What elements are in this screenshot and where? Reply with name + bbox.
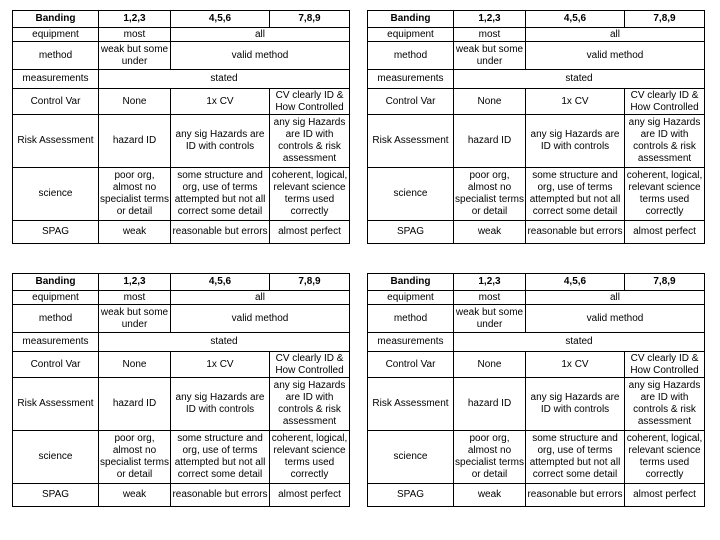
row-label: equipment <box>368 28 454 42</box>
science-high-cell: coherent, logical, relevant science terms used correctly <box>270 168 350 221</box>
banding-header: Banding <box>13 274 99 291</box>
spag-mid-cell: reasonable but errors <box>526 484 625 507</box>
band-low-header: 1,2,3 <box>99 11 171 28</box>
control-var-high-cell: CV clearly ID & How Controlled <box>625 89 705 115</box>
equipment-row <box>13 291 350 305</box>
science-row <box>368 431 705 484</box>
rubric-table-top-right <box>367 10 705 244</box>
equipment-row <box>13 28 350 42</box>
control-var-mid-cell: 1x CV <box>526 89 625 115</box>
spag-mid-cell: reasonable but errors <box>171 484 270 507</box>
row-label: method <box>368 305 454 333</box>
row-label: SPAG <box>13 484 99 507</box>
band-high-header: 7,8,9 <box>270 11 350 28</box>
risk-mid-cell: any sig Hazards are ID with controls <box>526 378 625 431</box>
equipment-low-cell: most <box>99 28 171 42</box>
measurements-all-cell: stated <box>454 333 705 352</box>
control-var-low-cell: None <box>99 89 171 115</box>
risk-high-cell: any sig Hazards are ID with controls & risk assessment <box>625 378 705 431</box>
risk-high-cell: any sig Hazards are ID with controls & risk assessment <box>270 115 350 168</box>
spag-row <box>13 484 350 507</box>
risk-assessment-row <box>13 115 350 168</box>
method-row <box>13 305 350 333</box>
row-label: science <box>368 168 454 221</box>
row-label: equipment <box>13 291 99 305</box>
spag-mid-cell: reasonable but errors <box>171 221 270 244</box>
science-mid-cell: some structure and org, use of terms attempted but not all correct some detail <box>526 431 625 484</box>
risk-mid-cell: any sig Hazards are ID with controls <box>171 378 270 431</box>
band-high-header: 7,8,9 <box>625 11 705 28</box>
band-mid-header: 4,5,6 <box>526 274 625 291</box>
measurements-row <box>13 70 350 89</box>
risk-high-cell: any sig Hazards are ID with controls & risk assessment <box>270 378 350 431</box>
rubric-table-bottom-right <box>367 273 705 507</box>
control-var-mid-cell: 1x CV <box>171 352 270 378</box>
science-mid-cell: some structure and org, use of terms attempted but not all correct some detail <box>171 431 270 484</box>
control-var-row <box>368 89 705 115</box>
spag-low-cell: weak <box>454 221 526 244</box>
equipment-row <box>368 28 705 42</box>
band-high-header: 7,8,9 <box>625 274 705 291</box>
row-label: SPAG <box>13 221 99 244</box>
equipment-mid-high-cell: all <box>526 291 705 305</box>
measurements-row <box>368 70 705 89</box>
header-row <box>13 11 350 28</box>
row-label: Control Var <box>13 89 99 115</box>
row-label: measurements <box>368 333 454 352</box>
row-label: science <box>368 431 454 484</box>
equipment-low-cell: most <box>454 28 526 42</box>
rubric-table-bottom-left <box>12 273 350 507</box>
method-mid-high-cell: valid method <box>526 42 705 70</box>
spag-high-cell: almost perfect <box>270 221 350 244</box>
spag-high-cell: almost perfect <box>270 484 350 507</box>
row-label: equipment <box>13 28 99 42</box>
risk-high-cell: any sig Hazards are ID with controls & risk assessment <box>625 115 705 168</box>
row-label: measurements <box>368 70 454 89</box>
row-label: method <box>13 305 99 333</box>
risk-low-cell: hazard ID <box>454 115 526 168</box>
measurements-row <box>368 333 705 352</box>
control-var-high-cell: CV clearly ID & How Controlled <box>270 352 350 378</box>
risk-low-cell: hazard ID <box>99 115 171 168</box>
row-label: measurements <box>13 333 99 352</box>
spag-low-cell: weak <box>454 484 526 507</box>
row-label: Control Var <box>368 89 454 115</box>
row-label: science <box>13 168 99 221</box>
row-label: SPAG <box>368 221 454 244</box>
header-row <box>368 274 705 291</box>
measurements-all-cell: stated <box>99 333 350 352</box>
row-label: SPAG <box>368 484 454 507</box>
row-label: Risk Assessment <box>368 115 454 168</box>
equipment-mid-high-cell: all <box>171 28 350 42</box>
header-row <box>368 11 705 28</box>
measurements-row <box>13 333 350 352</box>
equipment-low-cell: most <box>454 291 526 305</box>
spag-high-cell: almost perfect <box>625 221 705 244</box>
science-low-cell: poor org, almost no specialist terms or detail <box>454 168 526 221</box>
control-var-high-cell: CV clearly ID & How Controlled <box>270 89 350 115</box>
measurements-all-cell: stated <box>454 70 705 89</box>
risk-low-cell: hazard ID <box>454 378 526 431</box>
equipment-low-cell: most <box>99 291 171 305</box>
method-row <box>13 42 350 70</box>
risk-assessment-row <box>13 378 350 431</box>
row-label: equipment <box>368 291 454 305</box>
science-low-cell: poor org, almost no specialist terms or detail <box>99 431 171 484</box>
risk-mid-cell: any sig Hazards are ID with controls <box>526 115 625 168</box>
row-label: Risk Assessment <box>13 378 99 431</box>
banding-header: Banding <box>13 11 99 28</box>
banding-header: Banding <box>368 274 454 291</box>
science-high-cell: coherent, logical, relevant science terms used correctly <box>625 431 705 484</box>
band-mid-header: 4,5,6 <box>171 274 270 291</box>
row-label: method <box>368 42 454 70</box>
control-var-low-cell: None <box>454 352 526 378</box>
risk-low-cell: hazard ID <box>99 378 171 431</box>
band-mid-header: 4,5,6 <box>171 11 270 28</box>
science-mid-cell: some structure and org, use of terms attempted but not all correct some detail <box>526 168 625 221</box>
banding-header: Banding <box>368 11 454 28</box>
header-row <box>13 274 350 291</box>
control-var-mid-cell: 1x CV <box>171 89 270 115</box>
row-label: science <box>13 431 99 484</box>
spag-row <box>368 484 705 507</box>
band-low-header: 1,2,3 <box>99 274 171 291</box>
method-row <box>368 305 705 333</box>
method-low-cell: weak but some under <box>454 42 526 70</box>
method-low-cell: weak but some under <box>454 305 526 333</box>
method-row <box>368 42 705 70</box>
science-low-cell: poor org, almost no specialist terms or detail <box>454 431 526 484</box>
row-label: method <box>13 42 99 70</box>
risk-assessment-row <box>368 115 705 168</box>
spag-high-cell: almost perfect <box>625 484 705 507</box>
equipment-mid-high-cell: all <box>171 291 350 305</box>
science-row <box>13 431 350 484</box>
science-low-cell: poor org, almost no specialist terms or detail <box>99 168 171 221</box>
row-label: measurements <box>13 70 99 89</box>
equipment-row <box>368 291 705 305</box>
band-low-header: 1,2,3 <box>454 11 526 28</box>
science-high-cell: coherent, logical, relevant science terms used correctly <box>625 168 705 221</box>
risk-assessment-row <box>368 378 705 431</box>
band-high-header: 7,8,9 <box>270 274 350 291</box>
spag-low-cell: weak <box>99 221 171 244</box>
band-low-header: 1,2,3 <box>454 274 526 291</box>
science-row <box>368 168 705 221</box>
science-mid-cell: some structure and org, use of terms attempted but not all correct some detail <box>171 168 270 221</box>
band-mid-header: 4,5,6 <box>526 11 625 28</box>
equipment-mid-high-cell: all <box>526 28 705 42</box>
control-var-low-cell: None <box>454 89 526 115</box>
control-var-low-cell: None <box>99 352 171 378</box>
science-high-cell: coherent, logical, relevant science terms used correctly <box>270 431 350 484</box>
control-var-mid-cell: 1x CV <box>526 352 625 378</box>
method-mid-high-cell: valid method <box>171 42 350 70</box>
method-mid-high-cell: valid method <box>526 305 705 333</box>
row-label: Risk Assessment <box>368 378 454 431</box>
spag-row <box>13 221 350 244</box>
control-var-row <box>13 89 350 115</box>
row-label: Control Var <box>13 352 99 378</box>
method-low-cell: weak but some under <box>99 42 171 70</box>
method-mid-high-cell: valid method <box>171 305 350 333</box>
spag-low-cell: weak <box>99 484 171 507</box>
control-var-row <box>13 352 350 378</box>
spag-row <box>368 221 705 244</box>
rubric-table-top-left <box>12 10 350 244</box>
control-var-high-cell: CV clearly ID & How Controlled <box>625 352 705 378</box>
science-row <box>13 168 350 221</box>
risk-mid-cell: any sig Hazards are ID with controls <box>171 115 270 168</box>
row-label: Control Var <box>368 352 454 378</box>
control-var-row <box>368 352 705 378</box>
row-label: Risk Assessment <box>13 115 99 168</box>
spag-mid-cell: reasonable but errors <box>526 221 625 244</box>
measurements-all-cell: stated <box>99 70 350 89</box>
method-low-cell: weak but some under <box>99 305 171 333</box>
